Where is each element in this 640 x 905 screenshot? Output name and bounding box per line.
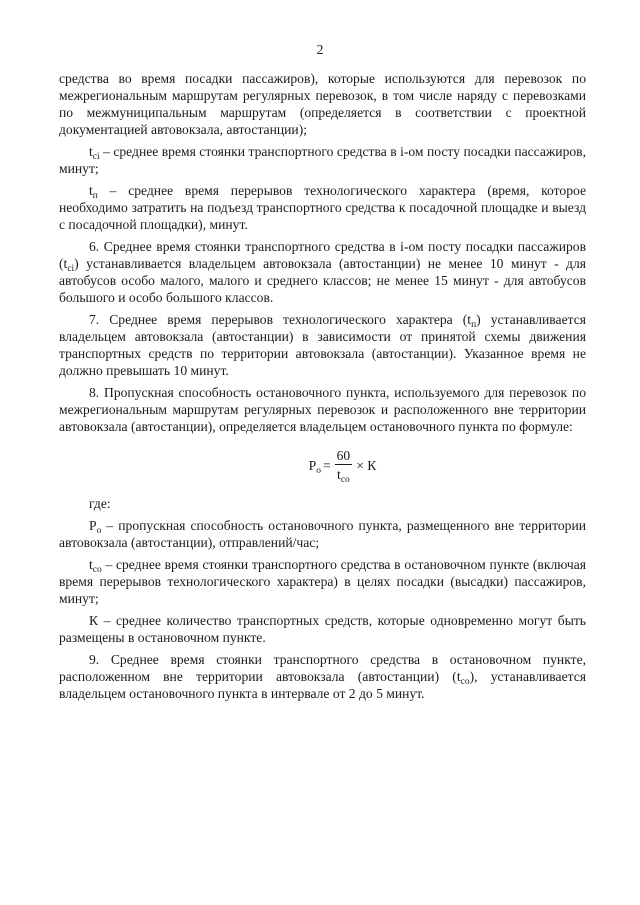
clause-text: 6. Среднее время стоянки транспортного средства в i-ом посту посадки пассажиров (t: [59, 239, 586, 271]
clause-8: 8. Пропускная способность остановочного пункта, используемого для перевозок по межрегиональным маршрутам регулярных перевозок и расположенного вне территории автовокзала (автостанции), определяется владельцем остановочного пункта по формуле:: [59, 385, 586, 434]
clause-text: ) устанавливается владельцем автовокзала (автостанции) в зависимости от принятой схемы движения транспортных средств по территории автовокзала (автостанции). Указанное время не должно превышать 10 минут.: [59, 312, 587, 378]
formula-fraction: [335, 447, 353, 483]
capacity-formula: [99, 441, 586, 489]
paragraph-continuation: средства во время посадки пассажиров), которые используются для перевозок по межрегиональным маршрутам регулярных перевозок, в том числе наряду с перевозками по межмуниципальным маршрутам (определяется в соответствии с проектной документацией автовокзала, автостанции);: [59, 71, 586, 137]
symbol-subscript: со: [460, 677, 470, 687]
formula-denominator-subscript: со: [340, 475, 350, 485]
symbol-subscript: о: [96, 526, 102, 536]
definition-po: [59, 517, 586, 551]
symbol: t: [89, 557, 93, 572]
formula-times-k: × К: [356, 457, 377, 473]
formula-numerator: 60: [336, 448, 351, 463]
symbol-subscript: п: [92, 191, 98, 201]
clause-text: 9. Среднее время стоянки транспортного средства в остановочном пункте, расположенном вне территории автовокзала (автостанции) (t: [59, 652, 586, 684]
definition-text: – среднее время стоянки транспортного средства в i-ом посту посадки пассажиров, минут;: [59, 144, 586, 176]
definition-tp: [59, 182, 586, 233]
clause-text: ), устанавливается владельцем остановочного пункта в интервале от 2 до 5 минут.: [59, 669, 586, 701]
symbol: P: [89, 518, 97, 533]
where-label: где:: [89, 496, 111, 511]
symbol-subscript: п: [471, 320, 477, 330]
formula-denominator-symbol: t: [337, 467, 341, 482]
definition-tci: [59, 143, 586, 177]
clause-text: ) устанавливается владельцем автовокзала (автостанции) не менее 10 минут - для автобусов особо малого, малого и среднего классов; не менее 15 минут - для автобусов большого и особо большого классов.: [59, 256, 586, 305]
clause-6: [59, 238, 586, 306]
symbol-subscript: ci: [67, 264, 75, 274]
formula-lhs-symbol: P: [308, 457, 317, 473]
symbol: t: [89, 183, 93, 198]
definition-text: – среднее время стоянки транспортного средства в остановочном пункте (включая время перерывов технологического характера) в целях посадки (высадки) пассажиров, минут;: [59, 557, 586, 606]
symbol-subscript: ci: [92, 152, 100, 162]
clause-text: 7. Среднее время перерывов технологического характера (t: [89, 312, 472, 327]
definition-k: К – среднее количество транспортных средств, которые одновременно могут быть размещены в остановочном пункте.: [59, 613, 586, 645]
document-body: [59, 70, 586, 707]
symbol: t: [89, 144, 93, 159]
formula-lhs: [309, 457, 321, 474]
clause-9: [59, 651, 586, 702]
formula-lhs-subscript: о: [316, 465, 321, 476]
page-number: 2: [316, 42, 324, 57]
symbol-subscript: со: [92, 565, 102, 575]
formula-equals: =: [322, 457, 331, 473]
definition-text: – среднее время перерывов технологического характера (время, которое необходимо затратить на подъезд транспортного средства к посадочной площадке и выезд с посадочной площадки), минут.: [59, 183, 586, 232]
definition-tco: [59, 556, 586, 607]
clause-7: [59, 311, 586, 379]
formula-denominator: [337, 465, 350, 483]
definition-text: – пропускная способность остановочного пункта, размещенного вне территории автовокзала (автостанции), отправлений/час;: [59, 518, 586, 550]
